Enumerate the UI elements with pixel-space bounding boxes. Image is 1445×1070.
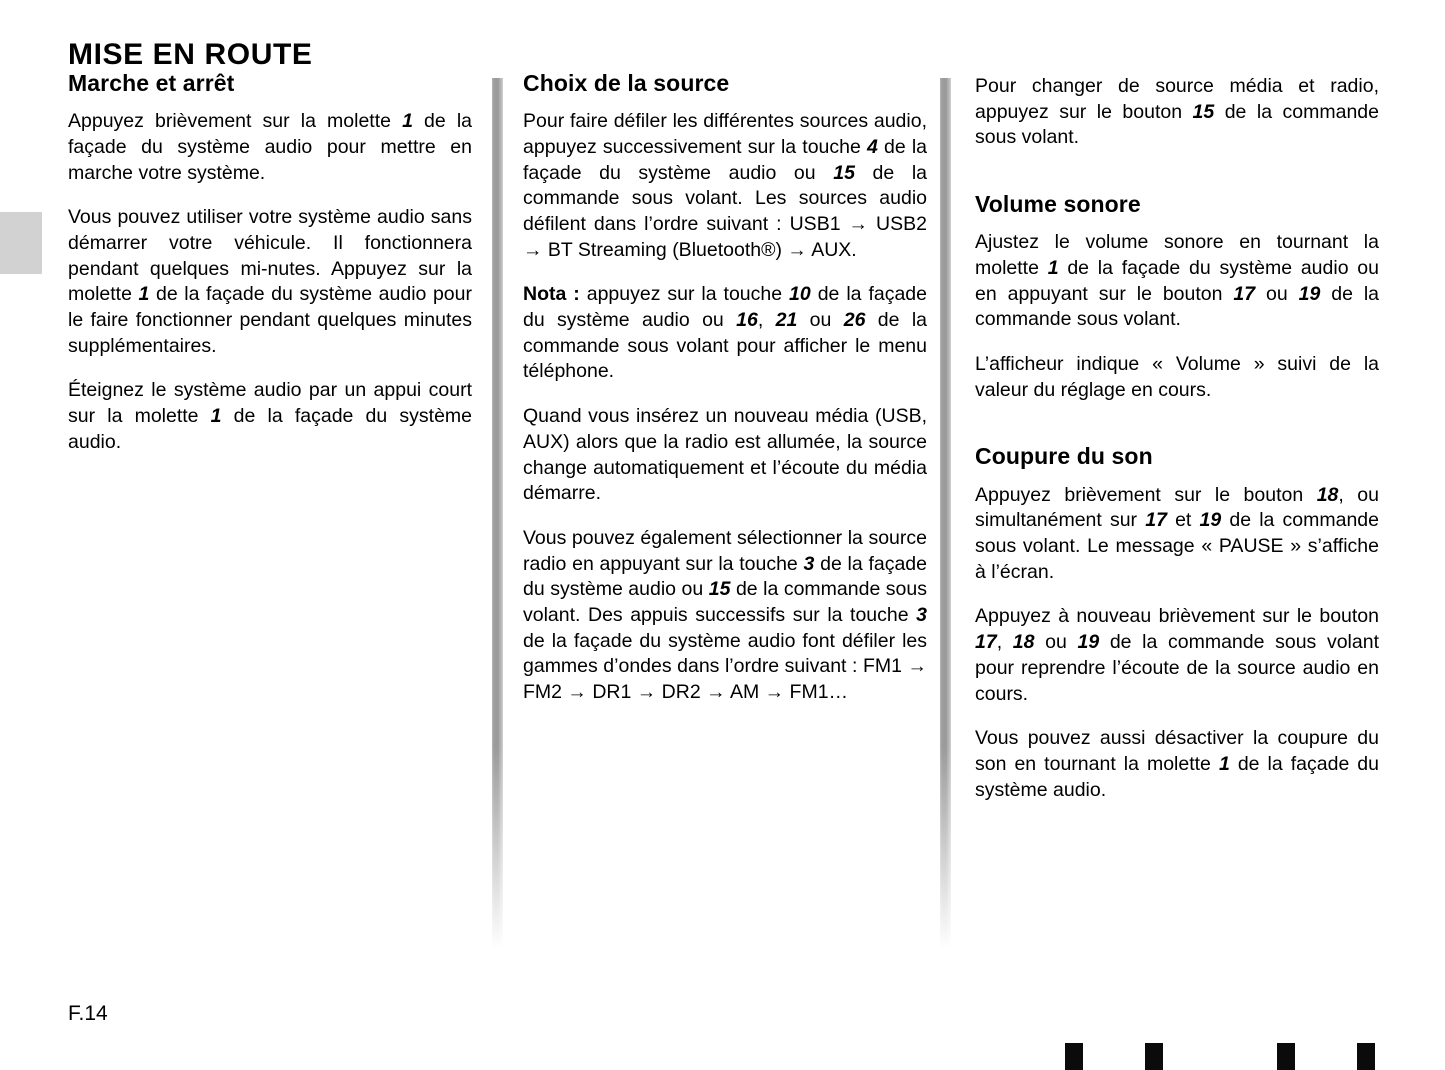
- control-number: 21: [775, 309, 798, 332]
- paragraph: [68, 109, 472, 186]
- control-number: 19: [1077, 631, 1100, 654]
- paragraph: [975, 230, 1379, 333]
- control-number: 17: [975, 631, 997, 654]
- text-run: Vous pouvez aussi désactiver la coupure du son en tournant la molette: [975, 727, 1379, 775]
- text-run: de la façade du système audio.: [975, 752, 1379, 801]
- text-run: Éteignez le système audio par un appui court sur la molette: [68, 379, 472, 428]
- section-tab-marker: [1145, 1043, 1163, 1070]
- control-number: 1: [138, 283, 150, 306]
- text-run: appuyez sur la touche: [579, 283, 790, 306]
- text-run: de la commande sous volant. Les sources audio défilent dans l’ordre suivant : USB1 → USB2 → BT Streaming (Bluetooth®) → AUX.: [523, 161, 927, 261]
- paragraph: [523, 109, 927, 263]
- text-run: de la façade du système audio.: [68, 405, 472, 453]
- paragraph: [975, 604, 1379, 707]
- section-tab-marker: [1357, 1043, 1375, 1070]
- paragraph: [975, 74, 1379, 151]
- text-run: ou: [797, 309, 844, 332]
- text-run: ou: [1034, 631, 1078, 654]
- paragraph: [68, 205, 472, 359]
- control-number: 19: [1199, 509, 1222, 532]
- text-run: de la façade du système audio pour le faire fonctionner pendant quelques minutes supplémentaires.: [68, 283, 472, 357]
- text-run: et: [1166, 509, 1200, 532]
- text-run: de la commande sous volant pour afficher le menu téléphone.: [523, 309, 927, 383]
- control-number: 17: [1145, 509, 1167, 532]
- control-number: 18: [1316, 483, 1339, 506]
- text-run: de la commande sous volant pour reprendre l’écoute de la source audio en cours.: [975, 631, 1379, 705]
- text-run: Ajustez le volume sonore en tournant la molette: [975, 231, 1379, 279]
- text-run: de la commande sous volant.: [975, 282, 1379, 331]
- text-run: Appuyez à nouveau brièvement sur le bouton: [975, 605, 1379, 628]
- text-run: , ou simultanément sur: [975, 483, 1379, 532]
- control-number: 3: [803, 552, 815, 575]
- page-number: F.14: [68, 1002, 108, 1025]
- paragraph: L’afficheur indique « Volume » suivi de la valeur du réglage en cours.: [975, 353, 1379, 401]
- paragraph: [975, 483, 1379, 586]
- text-column-1: [68, 70, 472, 456]
- text-run: ,: [757, 309, 776, 332]
- control-number: 1: [210, 405, 222, 428]
- text-run: de la façade du système audio pour mettre en marche votre système.: [68, 110, 473, 184]
- control-number: 10: [789, 283, 811, 306]
- text-column-2: [523, 70, 927, 706]
- page-title: MISE EN ROUTE: [68, 38, 313, 72]
- control-number: 19: [1298, 282, 1321, 305]
- text-run: de la commande sous volant. Des appuis successifs sur la touche: [523, 578, 927, 627]
- heading-volume-sonore: Volume sonore: [975, 191, 1141, 218]
- text-run: de la façade du système audio ou: [523, 552, 927, 601]
- control-number: 16: [736, 309, 758, 332]
- paragraph-nota: [523, 282, 927, 385]
- text-run: de la façade du système audio font défiler les gammes d’ondes dans l’ordre suivant : FM1 → FM2 → DR1 → DR2 → AM → FM1…: [523, 629, 927, 704]
- control-number: 4: [866, 135, 878, 158]
- column-separator-1: [492, 78, 503, 958]
- text-run: de la façade du système audio ou: [523, 135, 927, 184]
- section-tab-markers: [0, 1043, 1445, 1070]
- text-run: Vous pouvez utiliser votre système audio sans démarrer votre véhicule. Il fonctionnera pendant quelques mi-nutes. Appuyez sur la molette: [68, 206, 472, 306]
- text-run: de la commande sous volant. Le message « PAUSE » s’affiche à l’écran.: [975, 509, 1379, 583]
- control-number: 15: [833, 161, 855, 184]
- paragraph: [523, 526, 927, 706]
- heading-coupure-du-son: Coupure du son: [975, 443, 1153, 470]
- text-run: Appuyez brièvement sur la molette: [68, 110, 403, 133]
- text-run: Appuyez brièvement sur le bouton: [975, 483, 1317, 506]
- control-number: 1: [1218, 752, 1230, 775]
- section-tab-marker: [1065, 1043, 1083, 1070]
- edge-thumb-tab: [0, 212, 42, 274]
- paragraph: Quand vous insérez un nouveau média (USB, AUX) alors que la radio est allumée, la source change automatiquement et l’écoute du média démarre.: [523, 405, 927, 505]
- control-number: 1: [1047, 256, 1059, 279]
- control-number: 18: [1012, 631, 1035, 654]
- nota-label: Nota :: [523, 283, 580, 306]
- column-separator-2: [940, 78, 951, 958]
- control-number: 15: [708, 578, 731, 601]
- control-number: 3: [916, 604, 927, 627]
- text-run: de la commande sous volant.: [975, 100, 1379, 149]
- control-number: 1: [402, 110, 413, 133]
- section-tab-marker: [1277, 1043, 1295, 1070]
- text-column-3: [975, 70, 1379, 803]
- control-number: 15: [1192, 100, 1215, 123]
- paragraph: [68, 378, 472, 455]
- text-run: ,: [996, 631, 1013, 654]
- control-number: 17: [1233, 282, 1256, 305]
- text-run: Vous pouvez également sélectionner la source radio en appuyant sur la touche: [523, 526, 927, 575]
- paragraph: [975, 726, 1379, 803]
- heading-choix-de-la-source: Choix de la source: [523, 70, 730, 96]
- text-run: Pour faire défiler les différentes sources audio, appuyez successivement sur la touche: [523, 110, 927, 158]
- text-run: de la façade du système audio ou en appuyant sur le bouton: [975, 256, 1379, 305]
- text-run: ou: [1255, 282, 1299, 305]
- control-number: 26: [843, 309, 866, 332]
- heading-marche-et-arret: Marche et arrêt: [68, 70, 235, 96]
- text-run: de la façade du système audio ou: [523, 283, 927, 332]
- text-run: Pour changer de source média et radio, appuyez sur le bouton: [975, 75, 1379, 123]
